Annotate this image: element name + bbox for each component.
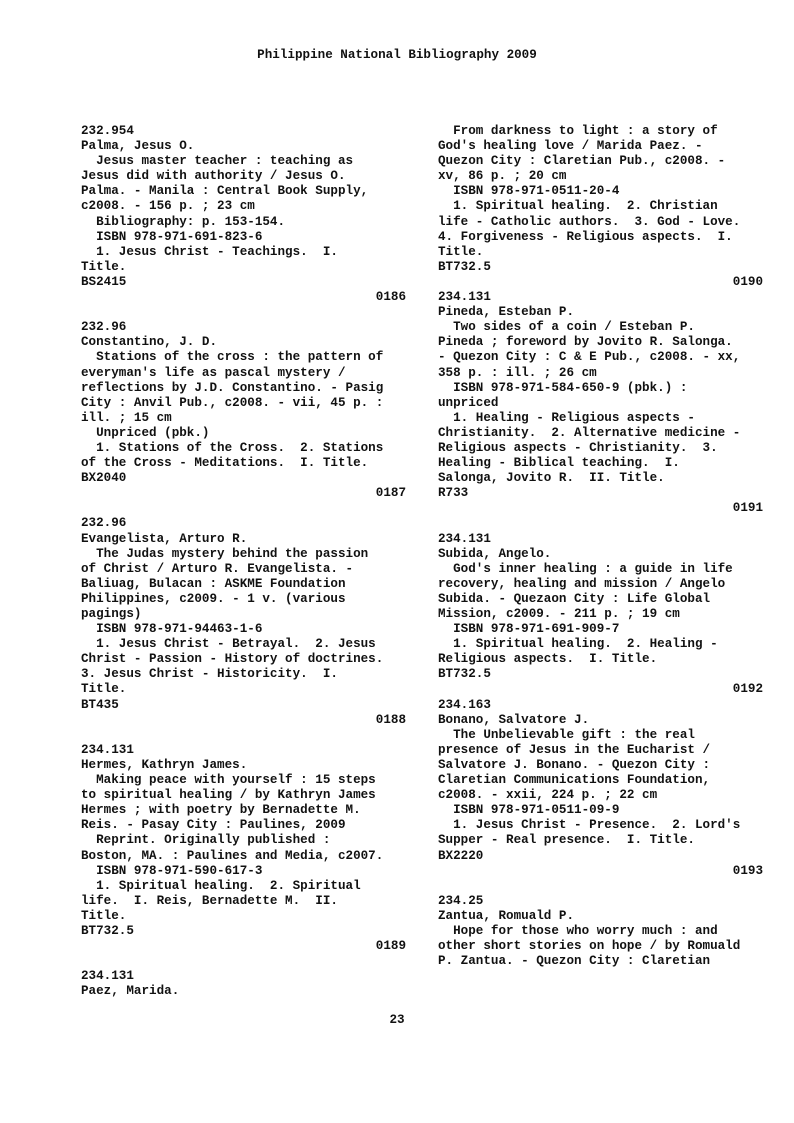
entry-number: 0191 bbox=[732, 501, 763, 516]
entry-line: P. Zantua. - Quezon City : Claretian bbox=[438, 954, 711, 969]
bibliography-entry bbox=[438, 532, 763, 698]
entry-line: Baliuag, Bulacan : ASKME Foundation bbox=[81, 576, 346, 591]
entry-line: God's inner healing : a guide in life bbox=[438, 561, 733, 576]
entry-line: other short stories on hope / by Romuald bbox=[438, 939, 741, 954]
entry-line: Making peace with yourself : 15 steps bbox=[81, 773, 376, 788]
entry-line: Palma, Jesus O. bbox=[81, 139, 195, 154]
bibliography-entry bbox=[81, 516, 406, 727]
entry-line: Salvatore J. Bonano. - Quezon City : bbox=[438, 757, 711, 772]
entry-line: 1. Stations of the Cross. 2. Stations bbox=[81, 440, 384, 455]
entry-line: presence of Jesus in the Eucharist / bbox=[438, 742, 711, 757]
entry-line: xv, 86 p. ; 20 cm bbox=[438, 169, 567, 184]
entry-line: Hope for those who worry much : and bbox=[438, 923, 718, 938]
entry-line: 234.163 bbox=[438, 697, 491, 712]
entry-line: Subida. - Quezaon City : Life Global bbox=[438, 591, 711, 606]
entry-line: life. I. Reis, Bernadette M. II. bbox=[81, 893, 338, 908]
entry-line: 358 p. : ill. ; 26 cm bbox=[438, 365, 597, 380]
entry-number: 0192 bbox=[732, 682, 763, 697]
entry-line: 232.96 bbox=[81, 320, 127, 335]
entry-line: Claretian Communications Foundation, bbox=[438, 773, 711, 788]
entry-line: Reis. - Pasay City : Paulines, 2009 bbox=[81, 818, 346, 833]
right-column bbox=[438, 124, 763, 969]
entry-line: BT732.5 bbox=[81, 923, 134, 938]
entry-line: Salonga, Jovito R. II. Title. bbox=[438, 471, 665, 486]
entry-line: Mission, c2009. - 211 p. ; 19 cm bbox=[438, 607, 680, 621]
entry-spacer bbox=[438, 516, 763, 531]
bibliography-entry bbox=[438, 124, 763, 290]
entry-line: of Christ / Arturo R. Evangelista. - bbox=[81, 561, 354, 576]
bibliography-entry bbox=[81, 969, 406, 999]
entry-line: ISBN 978-971-691-909-7 bbox=[438, 622, 620, 637]
entry-line: BT732.5 bbox=[438, 667, 491, 682]
entry-line: Pineda ; foreword by Jovito R. Salonga. bbox=[438, 335, 733, 350]
entry-line: Reprint. Originally published : bbox=[81, 833, 331, 848]
entry-line: life - Catholic authors. 3. God - Love. bbox=[438, 214, 741, 229]
entry-line: 234.131 bbox=[438, 531, 491, 546]
entry-line: ISBN 978-971-584-650-9 (pbk.) : bbox=[438, 380, 688, 395]
entry-line: BX2220 bbox=[438, 848, 484, 863]
bibliography-entry bbox=[81, 124, 406, 305]
entry-line: God's healing love / Marida Paez. - bbox=[438, 139, 703, 154]
entry-line: Pineda, Esteban P. bbox=[438, 305, 575, 320]
entry-line: Christianity. 2. Alternative medicine - bbox=[438, 425, 741, 440]
entry-line: Philippines, c2009. - 1 v. (various bbox=[81, 591, 346, 606]
entry-spacer bbox=[81, 501, 406, 516]
entry-line: Quezon City : Claretian Pub., c2008. - bbox=[438, 154, 726, 169]
bibliography-entry bbox=[438, 894, 763, 969]
entry-line: Boston, MA. : Paulines and Media, c2007. bbox=[81, 848, 384, 863]
entry-number: 0186 bbox=[375, 290, 406, 305]
bibliography-entry bbox=[438, 698, 763, 879]
entry-line: 1. Jesus Christ - Betrayal. 2. Jesus bbox=[81, 637, 376, 652]
entry-line: From darkness to light : a story of bbox=[438, 124, 718, 138]
page-number: 23 bbox=[389, 1013, 405, 1027]
entry-spacer bbox=[81, 728, 406, 743]
entry-line: 234.131 bbox=[438, 290, 491, 305]
entry-line: BX2040 bbox=[81, 471, 127, 486]
entry-line: Healing - Biblical teaching. I. bbox=[438, 456, 680, 471]
entry-line: Paez, Marida. bbox=[81, 984, 180, 999]
entry-line: Hermes ; with poetry by Bernadette M. bbox=[81, 803, 361, 818]
left-column bbox=[81, 124, 406, 999]
entry-line: 3. Jesus Christ - Historicity. I. bbox=[81, 667, 338, 682]
entry-line: ISBN 978-971-691-823-6 bbox=[81, 229, 263, 244]
entry-line: The Judas mystery behind the passion bbox=[81, 546, 369, 561]
entry-line: everyman's life as pascal mystery / bbox=[81, 365, 346, 380]
entry-line: ISBN 978-971-0511-20-4 bbox=[438, 184, 620, 199]
entry-line: Subida, Angelo. bbox=[438, 546, 552, 561]
entry-number: 0187 bbox=[375, 486, 406, 501]
entry-spacer bbox=[438, 879, 763, 894]
entry-line: Title. bbox=[81, 259, 127, 274]
entry-line: Evangelista, Arturo R. bbox=[81, 531, 248, 546]
entry-line: - Quezon City : C & E Pub., c2008. - xx, bbox=[438, 350, 741, 365]
entry-line: 1. Spiritual healing. 2. Spiritual bbox=[81, 878, 361, 893]
entry-spacer bbox=[81, 954, 406, 969]
entry-line: Title. bbox=[81, 908, 127, 923]
entry-line: Constantino, J. D. bbox=[81, 335, 218, 350]
entry-number: 0189 bbox=[375, 939, 406, 954]
entry-number: 0190 bbox=[732, 274, 763, 289]
entry-line: Bonano, Salvatore J. bbox=[438, 712, 590, 727]
entry-line: ISBN 978-971-94463-1-6 bbox=[81, 622, 263, 637]
entry-line: Unpriced (pbk.) bbox=[81, 425, 210, 440]
entry-line: 1. Jesus Christ - Presence. 2. Lord's bbox=[438, 818, 741, 833]
entry-line: Bibliography: p. 153-154. bbox=[81, 214, 286, 229]
entry-line: City : Anvil Pub., c2008. - vii, 45 p. : bbox=[81, 395, 384, 410]
bibliography-entry bbox=[438, 290, 763, 516]
entry-line: ISBN 978-971-0511-09-9 bbox=[438, 803, 620, 818]
entry-line: pagings) bbox=[81, 607, 142, 621]
entry-line: unpriced bbox=[438, 395, 499, 410]
entry-spacer bbox=[81, 305, 406, 320]
entry-line: of the Cross - Meditations. I. Title. bbox=[81, 456, 369, 471]
entry-line: Christ - Passion - History of doctrines. bbox=[81, 652, 384, 667]
entry-line: 234.25 bbox=[438, 893, 484, 908]
entry-line: 1. Spiritual healing. 2. Healing - bbox=[438, 637, 718, 652]
entry-line: Palma. - Manila : Central Book Supply, bbox=[81, 184, 369, 199]
bibliography-entry bbox=[81, 743, 406, 954]
entry-line: ISBN 978-971-590-617-3 bbox=[81, 863, 263, 878]
entry-line: 232.96 bbox=[81, 516, 127, 531]
entry-line: The Unbelievable gift : the real bbox=[438, 727, 695, 742]
entry-line: Title. bbox=[81, 682, 127, 697]
entry-line: Jesus did with authority / Jesus O. bbox=[81, 169, 346, 184]
entry-line: 1. Spiritual healing. 2. Christian bbox=[438, 199, 718, 214]
entry-line: BT732.5 bbox=[438, 259, 491, 274]
entry-line: Title. bbox=[438, 244, 484, 259]
bibliography-entry bbox=[81, 320, 406, 501]
entry-line: Religious aspects - Christianity. 3. bbox=[438, 440, 718, 455]
entry-line: Supper - Real presence. I. Title. bbox=[438, 833, 695, 848]
entry-line: Religious aspects. I. Title. bbox=[438, 652, 658, 667]
entry-line: c2008. - xxii, 224 p. ; 22 cm bbox=[438, 788, 658, 803]
entry-line: 4. Forgiveness - Religious aspects. I. bbox=[438, 229, 733, 244]
entry-line: Jesus master teacher : teaching as bbox=[81, 154, 354, 169]
entry-line: 1. Jesus Christ - Teachings. I. bbox=[81, 244, 338, 259]
entry-line: 1. Healing - Religious aspects - bbox=[438, 410, 695, 425]
entry-line: 234.131 bbox=[81, 969, 134, 984]
entry-line: reflections by J.D. Constantino. - Pasig bbox=[81, 380, 384, 395]
entry-line: Two sides of a coin / Esteban P. bbox=[438, 320, 695, 335]
page-header: Philippine National Bibliography 2009 bbox=[257, 48, 537, 62]
entry-line: 234.131 bbox=[81, 742, 134, 757]
entry-line: to spiritual healing / by Kathryn James bbox=[81, 788, 376, 803]
entry-line: BT435 bbox=[81, 697, 119, 712]
entry-line: BS2415 bbox=[81, 274, 127, 289]
entry-line: R733 bbox=[438, 486, 469, 501]
entry-line: recovery, healing and mission / Angelo bbox=[438, 576, 726, 591]
entry-line: ill. ; 15 cm bbox=[81, 410, 172, 425]
entry-line: Hermes, Kathryn James. bbox=[81, 757, 248, 772]
entry-line: c2008. - 156 p. ; 23 cm bbox=[81, 199, 255, 214]
entry-line: Zantua, Romuald P. bbox=[438, 908, 575, 923]
entry-number: 0188 bbox=[375, 712, 406, 727]
entry-line: 232.954 bbox=[81, 124, 134, 138]
entry-number: 0193 bbox=[732, 863, 763, 878]
entry-line: Stations of the cross : the pattern of bbox=[81, 350, 384, 365]
